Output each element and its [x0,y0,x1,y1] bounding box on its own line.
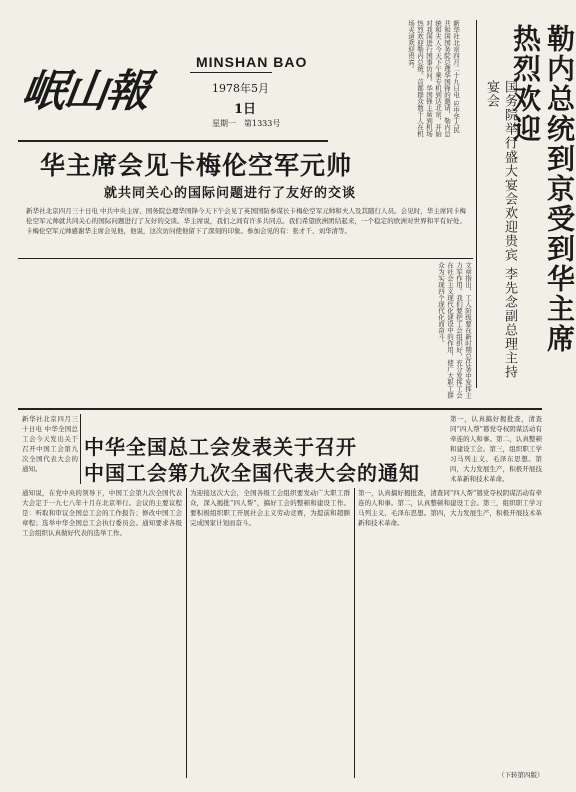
notice-top-rule [18,408,542,410]
notice-intro: 新华社北京四月三十日电 中华全国总工会今天发出关于召开中国工会第九次全国代表大会的通知。 [22,415,78,473]
right-headline: 勒内总统到京受到华主席热烈欢迎 [509,24,576,354]
lead-body: 新华社北京四月三十日电 中共中央主席、国务院总理华国锋今天下午会见了英国国防参谋长卡梅伦空军元帅和夫人及其随行人员。会见时，华主席同卡梅伦空军元帅就共同关心的国际问题进行了友好的交谈。华主席说，我们之间有许多共同点。我们希望欧洲团结起来，一个稳定的欧洲对世界和平有好处。卡梅伦空军元帅感谢华主席会见他，他说，这次访问使他留下了深刻的印象。参加会见的有：张才千、刘华清等。 [26,207,466,235]
col-rule-1 [186,488,187,778]
lead-headline: 华主席会见卡梅伦空军元帅 [40,151,353,180]
notice-body-right: 第一，认真搞好揭批查，清查同“四人帮”篡党夺权阴谋活动有牵连的人和事。第二，认真整顿和建设工会。第三，组织职工学习马列主义、毛泽东思想。第四，大力发展生产，积极开展技术革新和技术革命。 [358,489,542,527]
right-column-rule [476,20,477,388]
upper-vertical-text: 新华社北京四月二十九日电 应中华人民共和国国务院总理华国锋的邀请，勒内总统和夫人今天下午乘专机到达北京，开始对我国进行国事访问。华国锋主席到机场热烈欢迎勒内总统。首都群众数千人在机场夹道欢迎贵宾。 [407,20,460,137]
masthead-date: 1978年5月 [212,82,269,95]
newspaper-logo [18,52,172,132]
masthead-rule [190,72,272,73]
notice-side-text: 第一，认真搞好揭批查，清查同“四人帮”篡党夺权阴谋活动有牵连的人和事。第二，认真整顿和建设工会。第三，组织职工学习马列主义、毛泽东思想。第四，大力发展生产，积极开展技术革新和技术革命。 [450,415,542,483]
notice-headline-line2: 中国工会第九次全国代表大会的通知 [84,461,420,485]
col-rule-2 [354,488,355,778]
notice-headline-line1: 中华全国总工会发表关于召开 [84,435,357,459]
notice-body-mid: 为迎接这次大会，全国各级工会组织要发动广大职工群众，深入揭批“四人帮”，搞好工会的整顿和建设工作。要积极组织职工开展社会主义劳动竞赛，为提前和超额完成国家计划而奋斗。 [190,489,350,527]
continued-note: （下转第四版） [498,771,544,779]
logo-text: 岷山報 [18,66,152,117]
notice-body-left: 通知说，在党中央的领导下，中国工会第九次全国代表大会定于一九七八年十月在北京举行。会议的主要议程是：听取和审议全国总工会的工作报告；修改中国工会章程；选举中华全国总工会执行委员会。通知要求各级工会组织认真做好代表的选举工作。 [22,489,182,537]
lead-bottom-rule [18,258,473,259]
right-subheadline: 国务院举行盛大宴会欢迎贵宾 李先念副总理主持宴会 [484,80,517,380]
masthead-issue: 星期一 第1333号 [212,119,281,128]
masthead-day: 1日 [234,102,257,117]
middle-vertical-text: 文章指出，工人阶级要在新时期总任务中发挥主力军作用。我们要把工会组织好，充分发挥工会在社会主义现代化建设中的作用，使广大职工群众为实现四个现代化而奋斗。 [437,262,472,399]
masthead-pinyin: MINSHAN BAO [196,54,308,70]
notice-headline [84,434,420,486]
masthead-divider [18,140,328,142]
intro-rule [80,414,81,484]
lead-subheadline: 就共同关心的国际问题进行了友好的交谈 [104,186,357,201]
